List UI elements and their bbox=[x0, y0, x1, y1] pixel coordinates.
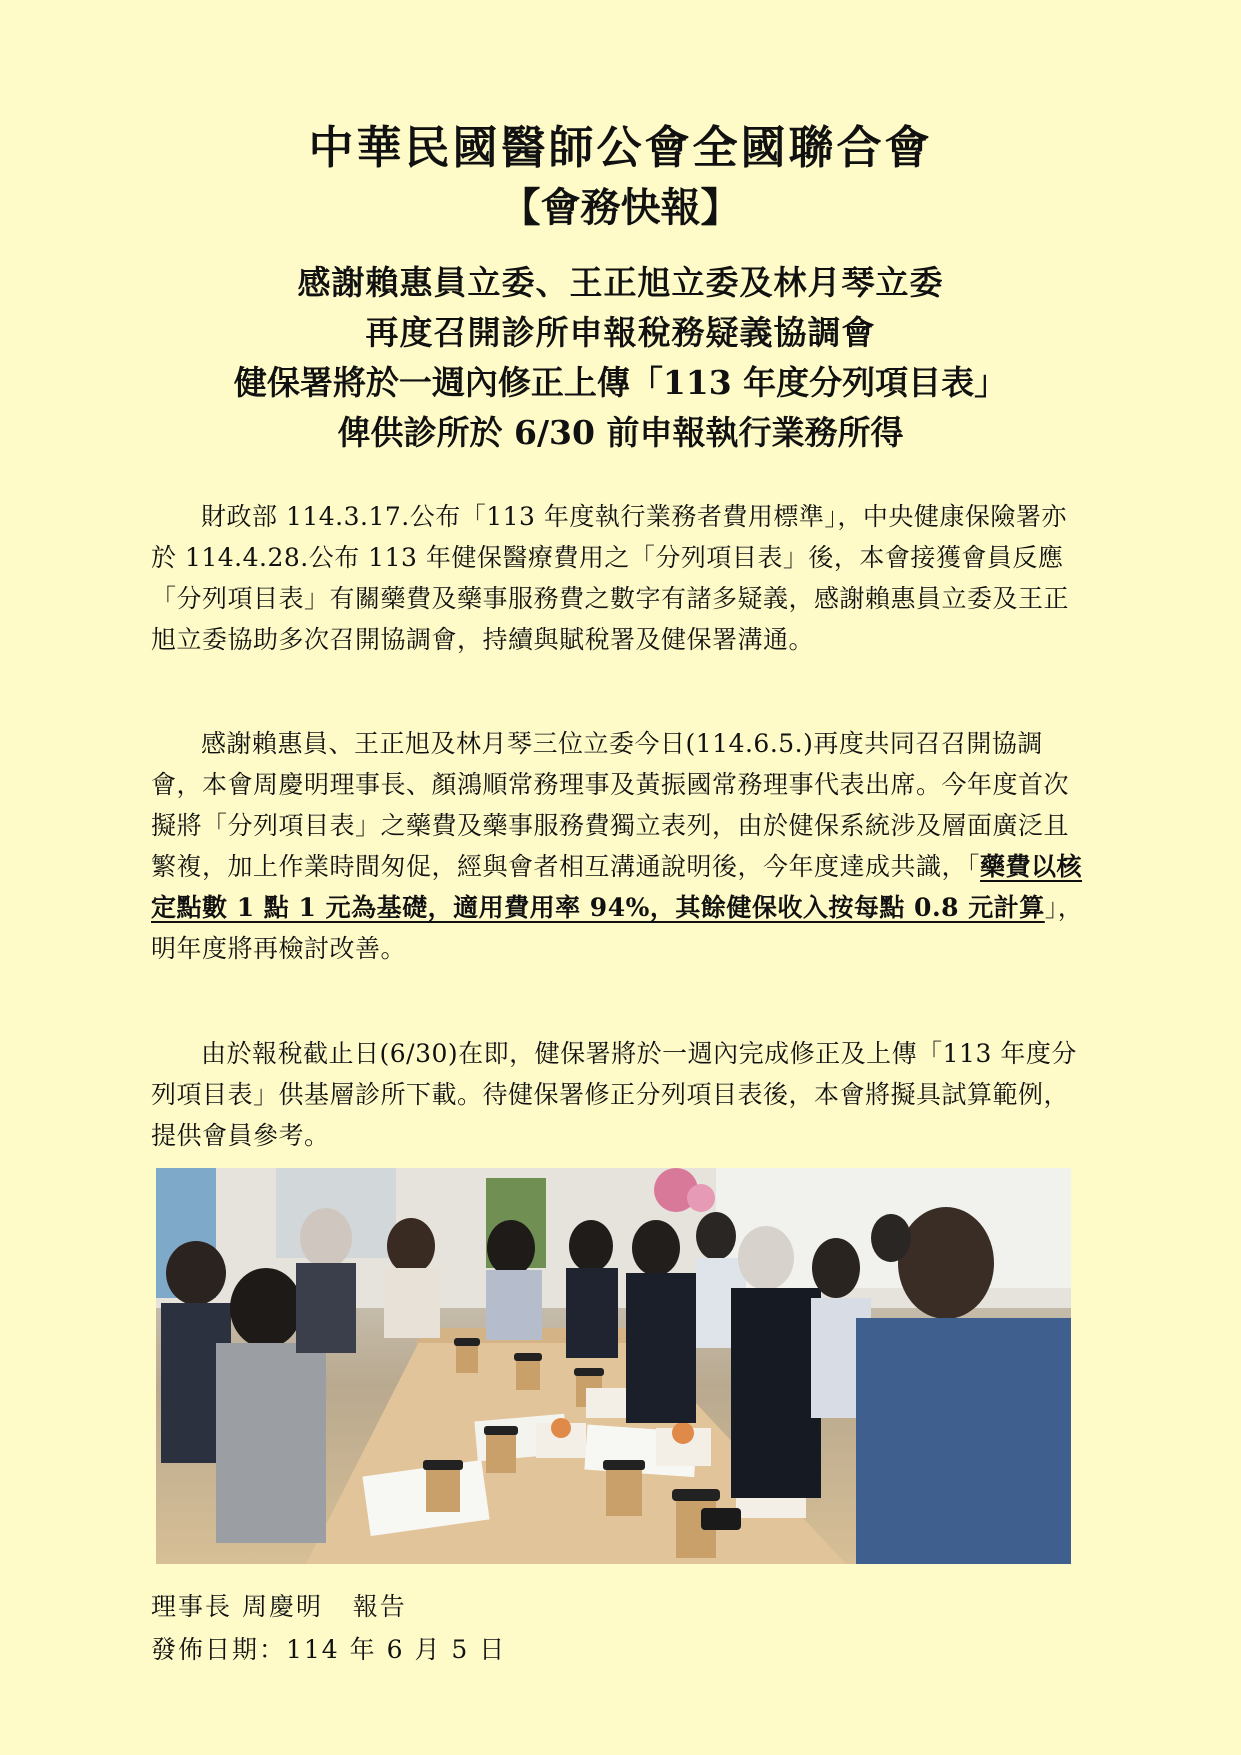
paragraph-2 bbox=[151, 723, 1091, 969]
paragraph-2-text: 感謝賴惠員、王正旭及林月琴三位立委今日(114.6.5.)再度共同召召開協調會，本會周慶明理事長、顏鴻順常務理事及黃振國常務理事代表出席。今年度首次擬將「分列項目表」之藥費及藥事服務費獨立表列，由於健保系統涉及層面廣泛且繁複，加上作業時間匆促，經與會者相互溝通說明後，今年度達成共識，「 bbox=[151, 729, 1070, 881]
meeting-photo bbox=[156, 1168, 1071, 1564]
organization-title: 中華民國醫師公會全國聯合會 bbox=[308, 121, 933, 174]
paragraph-3 bbox=[151, 1033, 1091, 1156]
headline-line-3: 健保署將於一週內修正上傳「113 年度分列項目表」 bbox=[233, 363, 1008, 402]
headline-line-4: 俾供診所於 6/30 前申報執行業務所得 bbox=[337, 413, 904, 452]
headline-line-2: 再度召開診所申報稅務疑義協調會 bbox=[365, 313, 876, 352]
signer-line bbox=[151, 1589, 407, 1625]
headline-line-1: 感謝賴惠員立委、王正旭立委及林月琴立委 bbox=[297, 263, 944, 302]
paragraph-2-emphasis: 藥費以核定點數 1 點 1 元為基礎，適用費用率 94%，其餘健保收入按每點 0.8 元計算 bbox=[151, 852, 1083, 922]
paragraph-1-text: 財政部 114.3.17.公布「113 年度執行業務者費用標準」，中央健康保險署亦於 114.4.28.公布 113 年健保醫療費用之「分列項目表」後，本會接獲會員反應「分列項目表」有關藥費及藥事服務費之數字有諸多疑義，感謝賴惠員立委及王正旭立委協助多次召開協調會，持續與賦稅署及健保署溝通。 bbox=[151, 502, 1070, 654]
bulletin-title: 【會務快報】 bbox=[500, 184, 741, 231]
publish-date bbox=[151, 1632, 506, 1668]
meeting-photo-illustration bbox=[156, 1168, 1071, 1564]
paragraph-2-tail: 」，明年度將再檢討改善。 bbox=[151, 893, 1084, 963]
publish-date-text: 發佈日期：114 年 6 月 5 日 bbox=[151, 1635, 507, 1664]
signer-text: 理事長 周慶明 報告 bbox=[151, 1592, 407, 1621]
paragraph-1 bbox=[151, 496, 1091, 660]
paragraph-3-text: 由於報稅截止日(6/30)在即，健保署將於一週內完成修正及上傳「113 年度分列項目表」供基層診所下載。待健保署修正分列項目表後，本會將擬具試算範例，提供會員參考。 bbox=[151, 1039, 1077, 1150]
